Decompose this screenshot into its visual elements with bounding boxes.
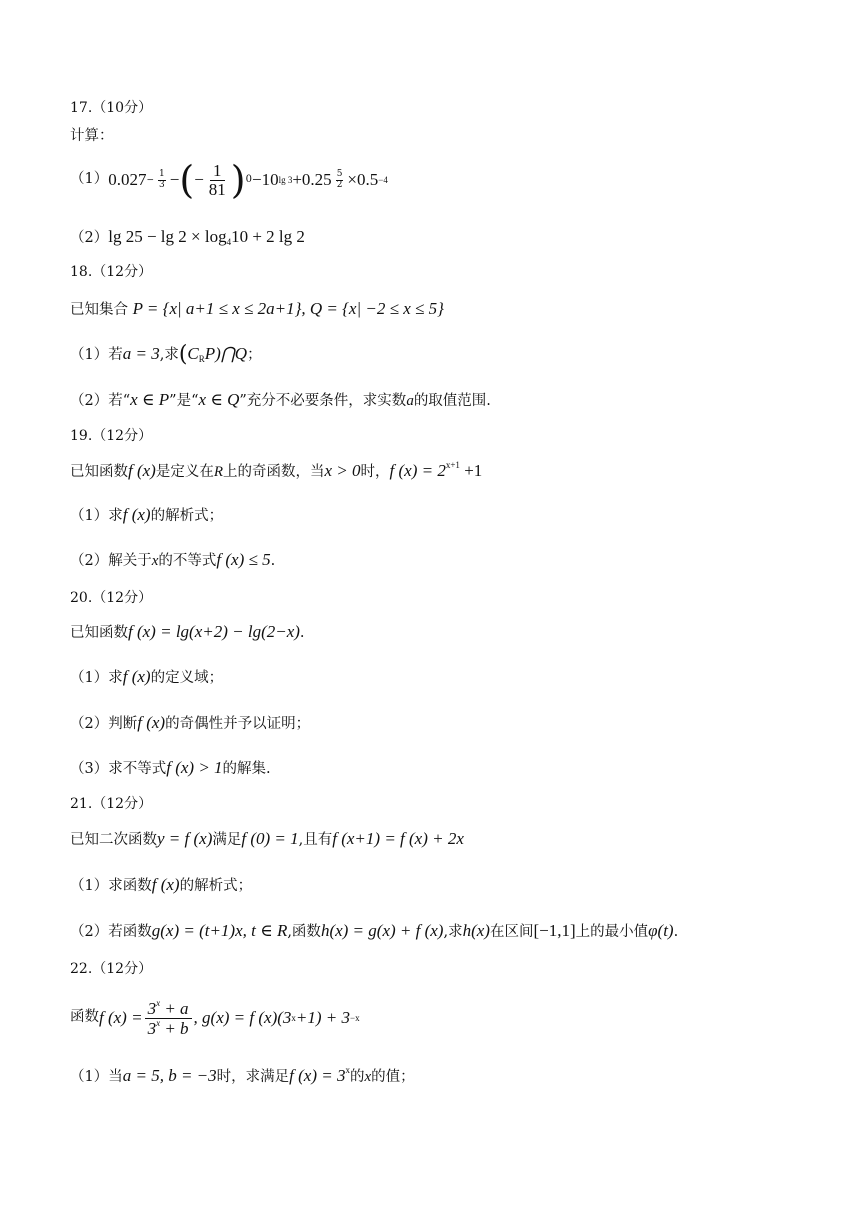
q22-den-base: 3 bbox=[147, 1018, 157, 1038]
q22-p1-exp: x bbox=[345, 1065, 350, 1075]
q18-intro bbox=[70, 299, 444, 319]
q21-p1-f: f (x) bbox=[151, 875, 180, 894]
q17-p1-exp1 bbox=[146, 170, 169, 190]
q18-p1-end: ； bbox=[247, 347, 262, 363]
q17-p1-base: 0.027 bbox=[108, 169, 147, 189]
q18-p1-c-sub: R bbox=[198, 354, 205, 364]
q18-p1-label: （1）若 bbox=[70, 347, 123, 363]
q18-heading: 18.（12分） bbox=[70, 264, 153, 280]
q22-p1-t3: 的值； bbox=[371, 1069, 415, 1085]
q18-p2-c1: x ∈ P bbox=[130, 390, 170, 409]
q19-p2-f: f (x) ≤ 5 bbox=[216, 550, 271, 569]
q21-p2-end: . bbox=[673, 924, 679, 940]
q17-p1-fraction bbox=[206, 162, 229, 199]
q18-p2-t1: ”是“ bbox=[169, 393, 199, 409]
q17-p1-lparen: ( bbox=[179, 158, 195, 202]
q17-p1-exp1-sign: − bbox=[146, 175, 155, 186]
q17-p1-term3: −10 bbox=[251, 169, 279, 189]
q19-cond: x > 0 bbox=[324, 461, 361, 480]
q19-p1-label: （1）求 bbox=[70, 508, 123, 524]
q21-p2-t3: 在区间 bbox=[489, 924, 534, 940]
q22-p1-label: （1）当 bbox=[70, 1069, 123, 1085]
q22-num-exp: x bbox=[156, 997, 161, 1008]
q17-p2-expr: lg 25 − lg 2 × log bbox=[108, 227, 227, 246]
q20-part3 bbox=[70, 758, 271, 778]
q21-t2: 满足 bbox=[212, 832, 242, 848]
q21-eq1: y = f (x) bbox=[157, 829, 213, 848]
q17-p1-frac-den: 81 bbox=[208, 179, 226, 199]
q21-p2-t4: 上的最小值 bbox=[575, 924, 649, 940]
q17-p1-exp3: lg 3 bbox=[278, 174, 293, 185]
q19-t3: 上的奇函数，当 bbox=[223, 464, 325, 480]
q22-p1-t1: 时，求满足 bbox=[216, 1069, 290, 1085]
q22-frac-den bbox=[145, 1019, 192, 1038]
q17-intro: 计算： bbox=[70, 128, 114, 144]
q17-p1-exp4 bbox=[332, 170, 348, 190]
q20-p2-f: f (x) bbox=[137, 713, 166, 732]
q19-exp: x+1 bbox=[445, 460, 460, 470]
q19-p2-label: （2）解关于 bbox=[70, 553, 152, 569]
q17-p1-minus: − bbox=[169, 169, 180, 189]
q19-heading: 19.（12分） bbox=[70, 428, 153, 444]
q19-p2-end: . bbox=[270, 553, 276, 569]
q22-fraction bbox=[145, 999, 192, 1038]
q18-p2-label: （2）若“ bbox=[70, 393, 131, 409]
q18-p1-rest: P) bbox=[204, 344, 221, 363]
q22-part1 bbox=[70, 1065, 415, 1086]
q22-p1-x: x bbox=[364, 1069, 372, 1085]
q19-p2-x: x bbox=[151, 553, 159, 569]
q17-p1-exp0: 0 bbox=[245, 174, 252, 185]
q20-part1 bbox=[70, 667, 223, 687]
q22-heading: 22.（12分） bbox=[70, 961, 153, 977]
q17-p1-frac-num: 1 bbox=[210, 162, 225, 181]
q22-p1-eq: f (x) = 3 bbox=[289, 1066, 346, 1085]
q18-p2-t2: ”充分不必要条件，求实数 bbox=[239, 393, 407, 409]
q18-p1-lparen: ( bbox=[178, 342, 188, 367]
q19-t1: 已知函数 bbox=[70, 464, 128, 480]
q17-p1-neg: − bbox=[194, 169, 204, 189]
q22-frac-num bbox=[145, 999, 192, 1019]
q17-p1-exp4-frac bbox=[334, 170, 346, 190]
q21-p2-t1: ,函数 bbox=[287, 924, 321, 940]
q20-p1-t: 的定义域； bbox=[150, 670, 224, 686]
q21-eq2: f (0) = 1 bbox=[241, 829, 299, 848]
q18-p1-a: a = 3 bbox=[122, 344, 160, 363]
q17-part2-label: （2） bbox=[70, 230, 109, 246]
q21-p2-label: （2）若函数 bbox=[70, 924, 152, 940]
q21-p1-t: 的解析式； bbox=[179, 878, 253, 894]
q17-p1-exp1-frac bbox=[156, 170, 168, 190]
q19-part1 bbox=[70, 505, 223, 525]
q21-t3: ,且有 bbox=[298, 832, 333, 848]
q17-part1 bbox=[70, 160, 388, 200]
q22-p1-cond: a = 5, b = −3 bbox=[122, 1066, 217, 1085]
q17-p1-exp5: −4 bbox=[378, 174, 388, 185]
q21-p1-label: （1）求函数 bbox=[70, 878, 152, 894]
q19-t4: 时， bbox=[360, 464, 390, 480]
q22-num-base: 3 bbox=[147, 998, 157, 1018]
q19-p1-t: 的解析式； bbox=[150, 508, 224, 524]
q18-set-expr: P = {x| a+1 ≤ x ≤ 2a+1}, Q = {x| −2 ≤ x ≤ 5} bbox=[132, 299, 444, 318]
q17-p1-exp1-num: 1 bbox=[159, 169, 165, 180]
q18-p2-v: a bbox=[406, 393, 414, 409]
q17-heading: 17.（10分） bbox=[70, 100, 153, 116]
q18-part2 bbox=[70, 390, 491, 410]
q20-eq: f (x) = lg(x+2) − lg(2−x) bbox=[128, 622, 300, 641]
q22-fpre: f (x) = bbox=[99, 1007, 143, 1027]
q21-p2-h2: h(x) bbox=[462, 921, 490, 940]
q20-t1: 已知函数 bbox=[70, 625, 128, 641]
q17-p2-base: 4 bbox=[226, 237, 232, 247]
q21-eq3: f (x+1) = f (x) + 2x bbox=[332, 829, 464, 848]
q20-p3-f: f (x) > 1 bbox=[166, 758, 223, 777]
q19-intro bbox=[70, 460, 482, 481]
q18-p1-c: C bbox=[187, 344, 199, 363]
q21-p2-interval: [−1,1] bbox=[533, 921, 576, 940]
q17-p1-exp4-num: 5 bbox=[336, 169, 343, 180]
q19-p1-f: f (x) bbox=[122, 505, 151, 524]
q20-p3-t: 的解集. bbox=[222, 761, 271, 777]
q17-p2-expr2: 10 + 2 lg 2 bbox=[231, 227, 305, 246]
q19-p2-t: 的不等式 bbox=[158, 553, 217, 569]
q17-p1-rparen: ) bbox=[230, 158, 246, 202]
q22-g-rest: +1) + 3 bbox=[295, 1007, 350, 1027]
q22-intro bbox=[70, 996, 360, 1040]
q22-p1-t2: 的 bbox=[349, 1069, 365, 1085]
q20-heading: 20.（12分） bbox=[70, 590, 153, 606]
q22-den-rest: + b bbox=[160, 1018, 189, 1038]
q22-den-exp: x bbox=[156, 1017, 161, 1028]
q19-end: +1 bbox=[459, 461, 483, 480]
q21-part1 bbox=[70, 875, 252, 895]
q20-p3-label: （3）求不等式 bbox=[70, 761, 167, 777]
q21-t1: 已知二次函数 bbox=[70, 832, 157, 848]
q17-p1-term5: ×0.5 bbox=[347, 169, 379, 189]
q17-p1-exp1-den: 3 bbox=[159, 179, 165, 190]
q18-p2-c2: x ∈ Q bbox=[198, 390, 240, 409]
q20-p1-label: （1）求 bbox=[70, 670, 123, 686]
q20-part2 bbox=[70, 713, 310, 733]
q19-part2 bbox=[70, 550, 275, 570]
q21-p2-t2: ,求 bbox=[443, 924, 463, 940]
q21-intro bbox=[70, 829, 464, 849]
q22-t1: 函数 bbox=[70, 1009, 99, 1026]
q18-p2-t3: 的取值范围. bbox=[413, 393, 491, 409]
q17-p1-term4: +0.25 bbox=[292, 169, 332, 189]
q20-end: . bbox=[299, 625, 305, 641]
q21-p2-g: g(x) = (t+1)x, t ∈ R bbox=[151, 921, 288, 940]
q19-t2: 是定义在 bbox=[155, 464, 214, 480]
q20-p2-label: （2）判断 bbox=[70, 716, 138, 732]
q21-p2-phi: φ(t) bbox=[648, 921, 674, 940]
q19-f: f (x) bbox=[128, 461, 156, 480]
q18-intro-text: 已知集合 bbox=[70, 302, 128, 318]
q18-part1 bbox=[70, 344, 262, 366]
q22-gpart: , g(x) = f (x)(3 bbox=[193, 1007, 292, 1027]
q20-intro bbox=[70, 622, 305, 642]
q21-heading: 21.（12分） bbox=[70, 796, 153, 812]
q18-p1-mid: ,求 bbox=[159, 347, 179, 363]
q17-part2 bbox=[70, 227, 305, 248]
q20-p1-f: f (x) bbox=[122, 667, 151, 686]
q21-part2 bbox=[70, 921, 678, 941]
q21-p2-h: h(x) = g(x) + f (x) bbox=[320, 921, 444, 940]
q18-p1-cap: ⋂Q bbox=[220, 344, 248, 363]
q17-part1-label: （1） bbox=[70, 171, 109, 188]
q22-num-rest: + a bbox=[160, 998, 189, 1018]
q19-R: R bbox=[213, 464, 224, 480]
q19-eq: f (x) = 2 bbox=[389, 461, 446, 480]
q22-g-exp: x bbox=[291, 1012, 296, 1023]
q17-p1-exp4-den: 2 bbox=[336, 179, 343, 190]
q20-p2-t: 的奇偶性并予以证明； bbox=[165, 716, 311, 732]
q22-g-exp2: −x bbox=[350, 1012, 360, 1023]
